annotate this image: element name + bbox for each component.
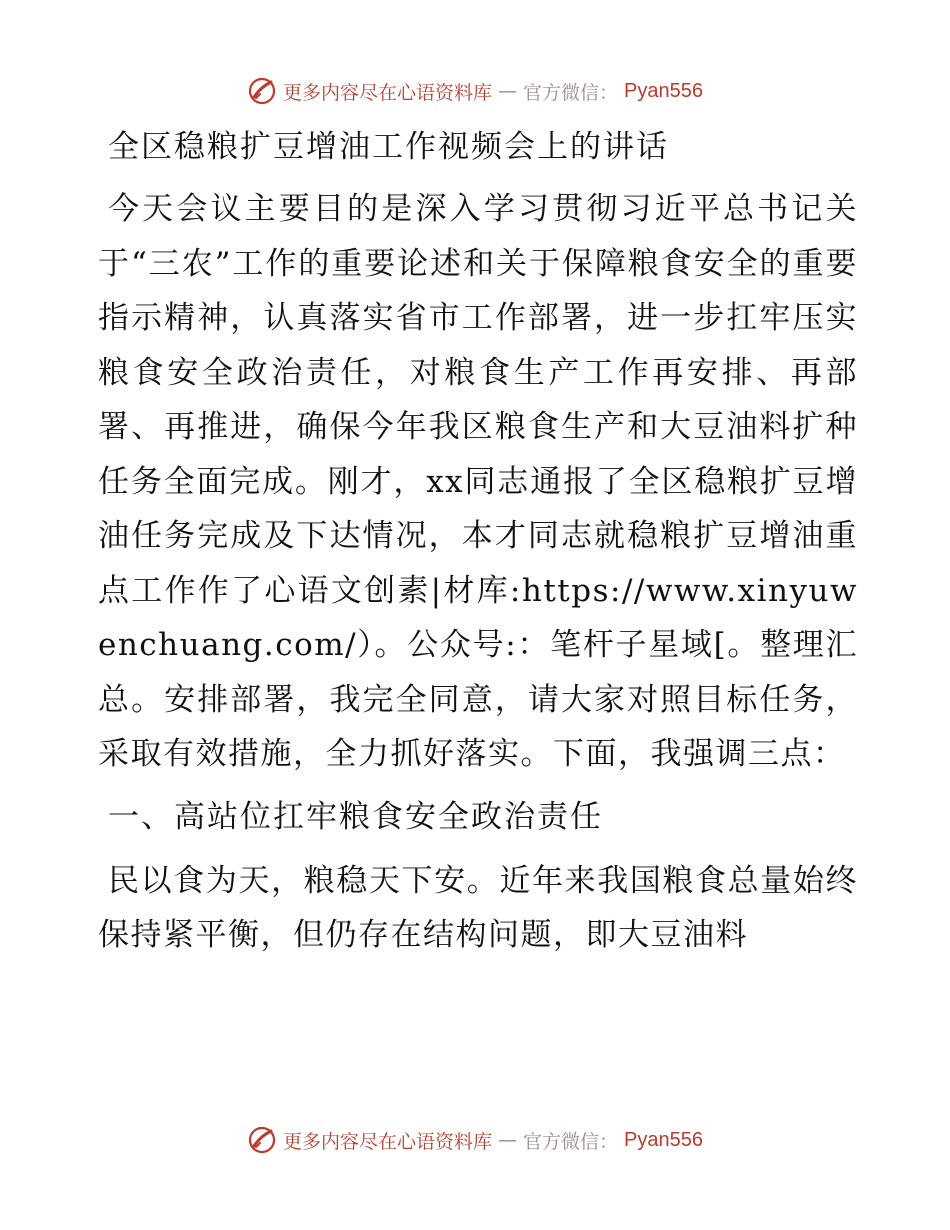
header-watermark — [0, 71, 950, 111]
watermark-text: 更多内容尽在心语资料库 — [283, 1130, 493, 1153]
section-heading-1: 一、高站位扛牢粮食安全政治责任 — [108, 798, 603, 835]
paragraph-section-1: 民以食为天，粮稳天下安。近年来我国粮食总量始终保持紧平衡，但仍存在结构问题，即大豆油料 — [98, 862, 858, 953]
watermark-separator: — — [498, 80, 518, 102]
brush-logo-icon — [247, 1125, 277, 1155]
watermark-text: 更多内容尽在心语资料库 — [283, 81, 493, 104]
watermark-wechat-label: 官方微信： — [523, 81, 619, 104]
watermark-separator: — — [498, 1129, 518, 1151]
watermark-wechat-id: Pyan556 — [624, 1128, 703, 1151]
paragraph-intro: 今天会议主要目的是深入学习贯彻习近平总书记关于“三农”工作的重要论述和关于保障粮食安全的重要指示精神，认真落实省市工作部署，进一步扛牢压实粮食安全政治责任，对粮食生产工作再安排、再部署、再推进，确保今年我区粮食生产和大豆油料扩种任务全面完成。刚才，xx同志通报了全区稳粮扩豆增油任务完成及下达情况，本才同志就稳粮扩豆增油重点工作作了心语文创素|材库:https://www.xinyuwenchuang.com/）。公众号:：笔杆子星域[。整理汇总。安排部署，我完全同意，请大家对照目标任务，采取有效措施，全力抓好落实。下面，我强调三点： — [98, 191, 858, 772]
watermark-wechat-label: 官方微信： — [523, 1130, 619, 1153]
footer-watermark — [0, 1120, 950, 1160]
brush-logo-icon — [247, 76, 277, 106]
document-title: 全区稳粮扩豆增油工作视频会上的讲话 — [108, 129, 669, 165]
watermark-wechat-id: Pyan556 — [624, 79, 703, 102]
document-body — [98, 122, 858, 973]
